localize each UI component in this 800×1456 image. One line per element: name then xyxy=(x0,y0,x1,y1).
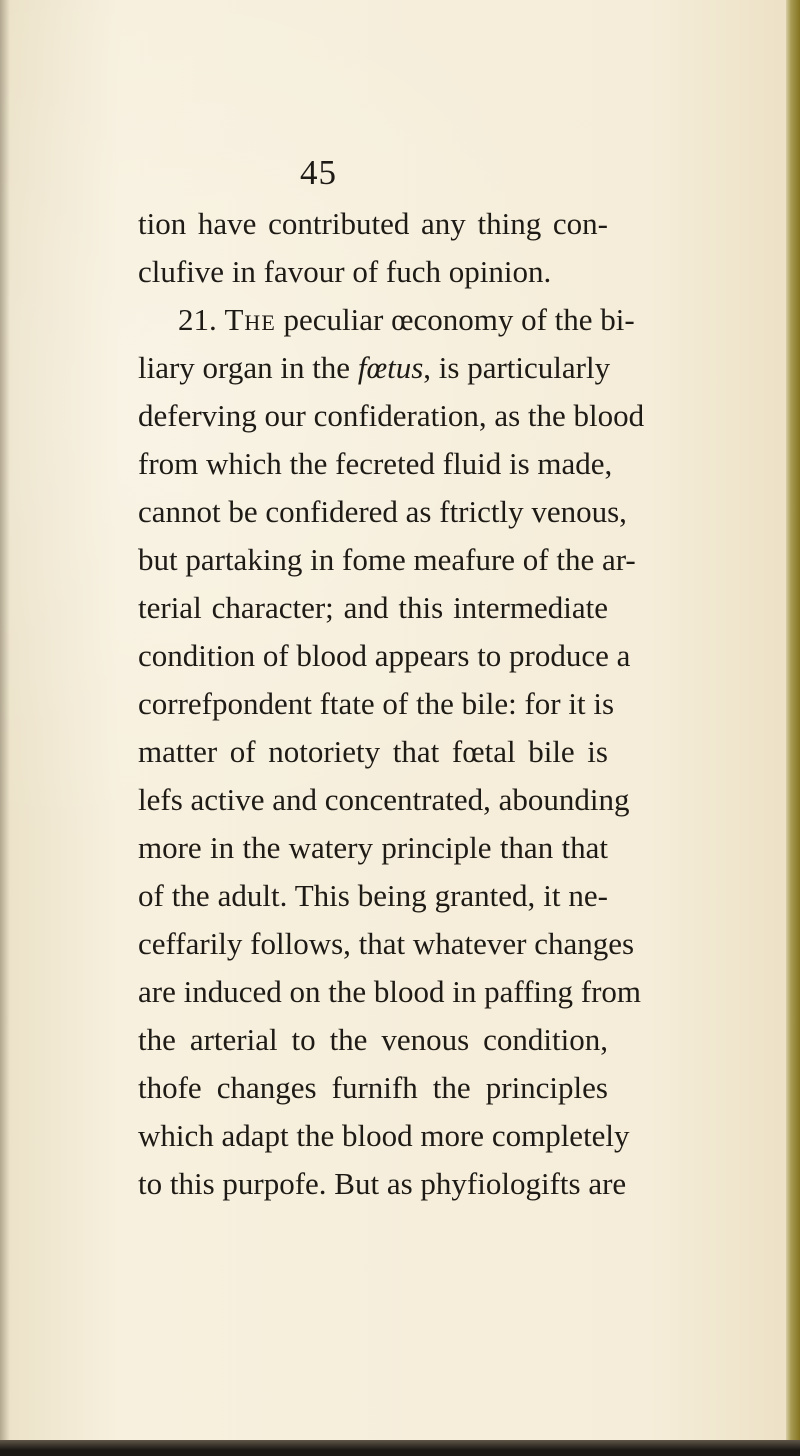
text-line: deferving our confideration, as the blood xyxy=(138,398,645,433)
text-line: cannot be confidered as ftrictly venous, xyxy=(138,494,627,529)
text-line: to this purpofe. But as phyfiologifts are xyxy=(138,1166,627,1201)
section-number: 21. xyxy=(178,302,225,337)
text-line: lefs active and concentrated, abounding xyxy=(138,782,630,817)
text-line: thofe changes furnifh the principles xyxy=(138,1070,608,1105)
text-line: but partaking in fome meafure of the ar- xyxy=(138,542,636,577)
text-line: the arterial to the venous condition, xyxy=(138,1022,608,1057)
text-line: clufive in favour of fuch opinion. xyxy=(138,254,552,289)
text-line: from which the fecreted fluid is made, xyxy=(138,446,613,481)
paragraph-start-line xyxy=(138,296,635,344)
text-line: more in the watery principle than that xyxy=(138,830,608,865)
body-text xyxy=(138,200,645,1208)
text-line: tion have contributed any thing con- xyxy=(138,206,608,241)
text-line: condition of blood appears to produce a xyxy=(138,638,631,673)
text-line: are induced on the blood in paffing from xyxy=(138,974,642,1009)
text-line-with-italic xyxy=(138,344,611,392)
text-line: of the adult. This being granted, it ne- xyxy=(138,878,608,913)
page-right-edge xyxy=(786,0,800,1456)
line-start: liary organ in the xyxy=(138,350,358,385)
text-line: matter of notoriety that fœtal bile is xyxy=(138,734,608,769)
text-line: ceffarily follows, that whatever changes xyxy=(138,926,635,961)
line-end: , is particularly xyxy=(423,350,611,385)
page-bottom-edge xyxy=(0,1440,800,1456)
text-line: which adapt the blood more completely xyxy=(138,1118,630,1153)
line-remainder: peculiar œconomy of the bi- xyxy=(275,302,635,337)
text-line: correfpondent ftate of the bile: for it is xyxy=(138,686,615,721)
italic-word: fœtus xyxy=(357,350,424,385)
page-gutter-shadow xyxy=(0,0,10,1456)
text-line: terial character; and this intermediate xyxy=(138,590,608,625)
small-caps-word: The xyxy=(224,302,276,337)
page-number: 45 xyxy=(300,153,337,192)
